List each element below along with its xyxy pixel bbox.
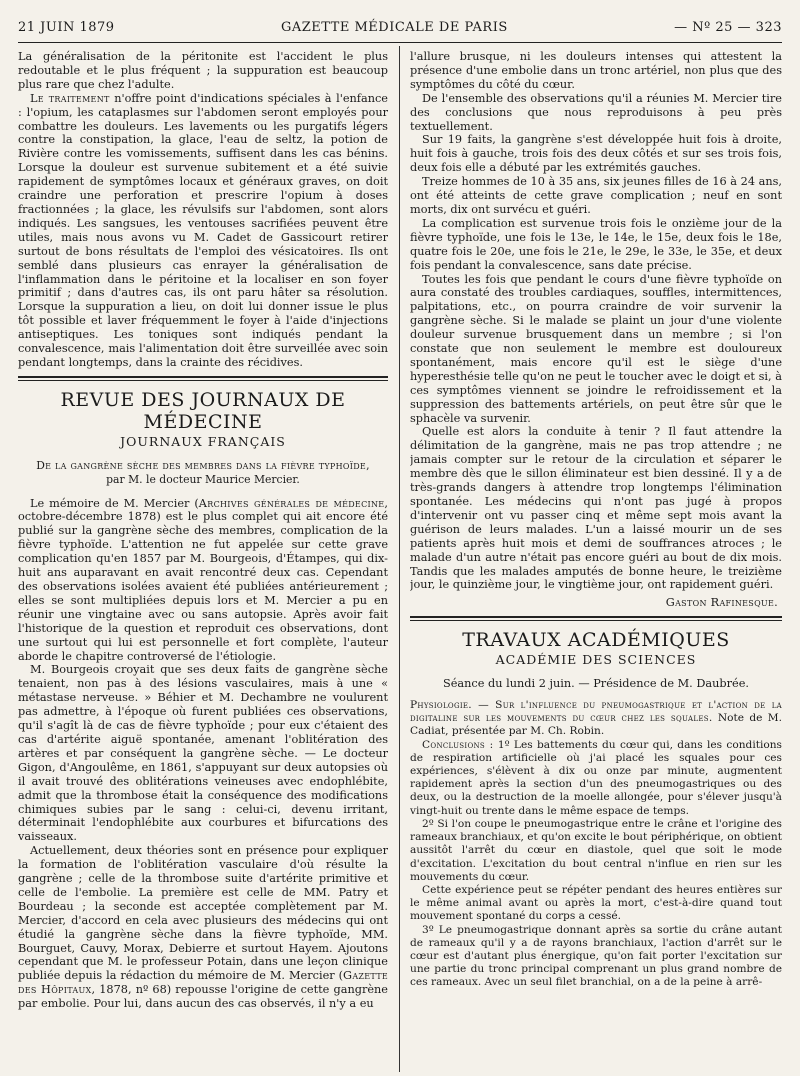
seance-line: Séance du lundi 2 juin. — Présidence de M. Daubrée. — [442, 677, 750, 691]
paragraph-intro: La généralisation de la péritonite est l'accident le plus redoutable et le plus fréquent ; la suppuration est beaucoup plus rare que chez l'adulte. — [18, 50, 388, 91]
p1-text-a: Le mémoire de M. Mercier ( — [30, 496, 199, 510]
academie-subtitle: ACADÉMIE DES SCIENCES — [495, 652, 697, 668]
conclusion-1 — [410, 739, 782, 818]
header-rule — [18, 42, 782, 43]
conclusion-2: 2º Si l'on coupe le pneumogastrique entre le crâne et l'origine des rameaux branchiaux, et qu'on excite le bout périphérique, on obtient aussitôt l'arrêt du cœur en diastole, quel que soit le mode d'excitation. L'excitation du bout central n'influe en rien sur les mouvements du cœur. — [410, 817, 782, 883]
right-column — [410, 50, 782, 1072]
p3-text-b: , 1878, nº 68) repousse l'origine de cette gangrène par embolie. Pour lui, dans aucun des cas observés, il n'y a eu — [18, 983, 388, 1011]
article-author: par M. le docteur Maurice Mercier. — [106, 472, 300, 486]
physiologie-title: — Sur l'influence du pneumogastrique et l'action de la digitaline sur les mouvements du cœur chez les squales. — [410, 699, 782, 725]
journaux-subtitle: JOURNAUX FRANÇAIS — [120, 433, 286, 449]
section-rule-top — [18, 376, 388, 378]
traitement-text: n'offre point d'indications spéciales à l'enfance : l'opium, les cataplasmes sur l'abdomen seront employés pour combattre les douleurs. Les lavements ou les purgatifs légers contre la constipation, la glace, l'eau de seltz, la potion de Rivière contre les vomissements, suffisent dans les cas bénins. Lorsque la douleur est survenue subitement et a été suivie rapidement de symptômes locaux et généraux graves, on doit craindre une perforation et prescrire l'opium à doses fractionnées ; la glace, les révulsifs sur l'abdomen, sont alors indiqués. Les sangsues, les ventouses sacrifiées peuvent être utiles, mais nous avons vu M. Cadet de Gassicourt retirer surtout de bons résultats de l'emploi des vésicatoires. Ils ont semblé dans plusieurs cas enrayer la généralisation de l'inflammation dans le péritoine et la localiser en son foyer primitif ; dans d'autres cas, ils ont paru hâter sa résolution. Lorsque la suppuration a lieu, on doit lui donner issue le plus tôt possible et laver fréquemment le foyer à l'aide d'injections antiseptiques. Les toniques sont indiqués pendant la convalescence, mais l'alimentation doit être surveillée avec soin pendant longtemps, dans la crainte des récidives. — [18, 91, 388, 369]
article-paragraph-2: M. Bourgeois croyait que ses deux faits de gangrène sèche tenaient, non pas à des lésions vasculaires, mais à une « métastase nerveuse. » Béhier et M. Dechambre ne voulurent pas admettre, à l'époque où furent publiées ces observations, qu'il s'agît là de cas de fièvre typhoïde ; pour eux c'étaient des cas d'artérite aiguë spontanée, amenant l'oblitération des artères et par conséquent la gangrène sèche. — Le docteur Gigon, d'Angoulême, en 1861, s'appuyant sur deux autopsies où il avait trouvé des oblitérations veineuses avec endophlébite, admit que la thrombose était la conséquence des modifications chimiques subies par le sang : celui-ci, devenu irritant, déterminait l'endophlébite aux courbures et bifurcations des vaisseaux. — [18, 663, 388, 844]
right-paragraph-5: La complication est survenue trois fois le onzième jour de la fièvre typhoïde, une fois le 13e, le 14e, le 15e, deux fois le 18e, quatre fois le 20e, une fois le 21e, le 29e, le 33e, le 35e, et deux fois pendant la convalescence, sans date précise. — [410, 216, 782, 272]
right-paragraph-2: De l'ensemble des observations qu'il a réunies M. Mercier tire des conclusions que nous reproduisons à peu près textuellement. — [410, 91, 782, 133]
right-paragraph-1: l'allure brusque, ni les douleurs intenses qui attestent la présence d'une embolie dans un tronc artériel, non plus que des symptômes du côté du cœur. — [410, 50, 782, 91]
right-paragraph-6: Toutes les fois que pendant le cours d'une fièvre typhoïde on aura constaté des troubles cardiaques, souffles, intermittences, palpitations, etc., on pourra craindre de voir survenir la gangrène sèche. Si le malade se plaint un jour d'une violente douleur survenue brusquement dans un membre ; si l'on constate que non seulement le membre est douloureux spontanément, mais encore qu'il est le siège d'une hyperesthésie telle qu'on ne peut le toucher avec le doigt et si, à ces symptômes viennent se joindre le refroidissement et la suppression des battements artériels, on peut être sûr que le sphacèle va survenir. — [410, 272, 782, 425]
right-paragraph-4: Treize hommes de 10 à 35 ans, six jeunes filles de 16 à 24 ans, ont été atteints de cette grave complication ; neuf en sont morts, dix ont survécu et guéri. — [410, 175, 782, 216]
author-signature: Gaston Rafinesque. — [665, 596, 778, 610]
article-paragraph-1 — [18, 497, 388, 664]
page-header — [18, 14, 782, 40]
article-paragraph-3 — [18, 844, 388, 1011]
column-divider — [399, 46, 400, 1072]
conclusions-label: Conclusions : — [422, 738, 494, 751]
physiologie-heading — [410, 699, 782, 739]
conclusion-2-note: Cette expérience peut se répéter pendant des heures entières sur le même animal avant ou après la mort, c'est-à-dire quand tout mouvement spontané du corps a cessé. — [410, 883, 782, 923]
p3-text-a: Actuellement, deux théories sont en présence pour expliquer la formation de l'oblitération vasculaire d'où résulte la gangrène ; celle de la thrombose suite d'artérite primitive et celle de l'embolie. La première est celle de MM. Patry et Bourdeau ; la seconde est acceptée complètement par M. Mercier, d'accord en cela avec plusieurs des médecins qui ont étudié la gangrène sèche dans la fièvre typhoïde, MM. Bourguet, Cauvy, Morax, Debierre et surtout Hayem. Ajoutons cependant que M. le professeur Potain, dans une leçon clinique publiée depuis la rédaction du mémoire de M. Mercier ( — [18, 844, 388, 983]
travaux-rule-top — [410, 616, 782, 618]
article-title-text: De la gangrène sèche des membres dans la fièvre typhoïde, — [36, 458, 370, 472]
physiologie-label: Physiologie. — [410, 699, 472, 712]
revue-section-title: REVUE DES JOURNAUX DE MÉDECINE — [60, 388, 346, 433]
traitement-label: Le traitement — [30, 91, 110, 105]
travaux-section-title: TRAVAUX ACADÉMIQUES — [462, 629, 730, 652]
article-title — [18, 459, 388, 487]
gazette-citation: Gazette des Hôpitaux — [18, 969, 388, 997]
paragraph-traitement — [18, 92, 388, 370]
conclusion-3: 3º Le pneumogastrique donnant après sa sortie du crâne autant de rameaux qu'il y a de rayons branchiaux, l'action d'arrêt sur le cœur est d'autant plus énergique, qu'on fait porter l'excitation sur une partie du tronc principal comprenant un plus grand nombre de ces rameaux. Avec un seul filet branchial, on a de la peine à arrê- — [410, 923, 782, 989]
right-paragraph-7: Quelle est alors la conduite à tenir ? Il faut attendre la délimitation de la gangrène, mais ne pas trop attendre ; ne jamais compter sur le retour de la circulation et séparer le membre dès que le sillon éliminateur est bien dessiné. Il y a de très-grands dangers à attendre trop longtemps l'élimination spontanée. Les médecins qui n'ont pas jugé à propos d'intervenir ont vu passer cinq et même sept mois avant la guérison de leurs malades. L'un a laissé mourir un de ses patients après huit mois et demi de souffrances atroces ; le malade d'un autre n'était pas encore guéri au bout de dix mois. Tandis que les malades amputés de bonne heure, le treizième jour, le quinzième jour, le vingtième jour, ont rapidement guéri. — [410, 425, 782, 592]
p1-text-b: , octobre-décembre 1878) est le plus complet qui ait encore été publié sur la gangrène sèche des membres, complication de la fièvre typhoïde. L'attention ne fut appelée sur cette grave complication qu'en 1857 par M. Bourgeois, d'Étampes, qui dix-huit ans auparavant en avait rencontré deux cas. Cependant des observations isolées avaient été publiées antérieurement ; elles se sont multipliées depuis lors et M. Mercier a pu en réunir une vingtaine avec ou sans autopsie. Après avoir fait l'historique de la question et reproduit ces observations, dont une surtout qui lui est personnelle et fort complète, l'auteur aborde le chapitre controversé de l'étiologie. — [18, 496, 388, 663]
conclusion-1-text: 1º Les battements du cœur qui, dans les conditions de respiration artificielle où j'ai placé les squales pour ces expériences, s'élèvent à dix ou onze par minute, augmentent rapidement après la section d'un des pneumogastriques ou des deux, ou la destruction de la moelle allongée, pour s'élever jusqu'à vingt-huit ou trente dans le même espace de temps. — [410, 738, 782, 817]
right-paragraph-3: Sur 19 faits, la gangrène s'est développée huit fois à droite, huit fois à gauche, trois fois des deux côtés et sur ses trois fois, deux fois elle a débuté par les extrémités gauches. — [410, 133, 782, 175]
travaux-rule-bottom — [410, 620, 782, 621]
header-issue-page: — Nº 25 — 323 — [674, 19, 782, 35]
section-rule-bottom — [18, 380, 388, 381]
left-column — [18, 50, 388, 1072]
archives-citation: Archives générales de médecine — [198, 496, 385, 510]
physiologie-note: Note de M. Cadiat, présentée par M. Ch. Robin. — [410, 712, 782, 738]
header-journal-title: GAZETTE MÉDICALE DE PARIS — [280, 19, 508, 35]
header-date: 21 JUIN 1879 — [18, 19, 115, 35]
